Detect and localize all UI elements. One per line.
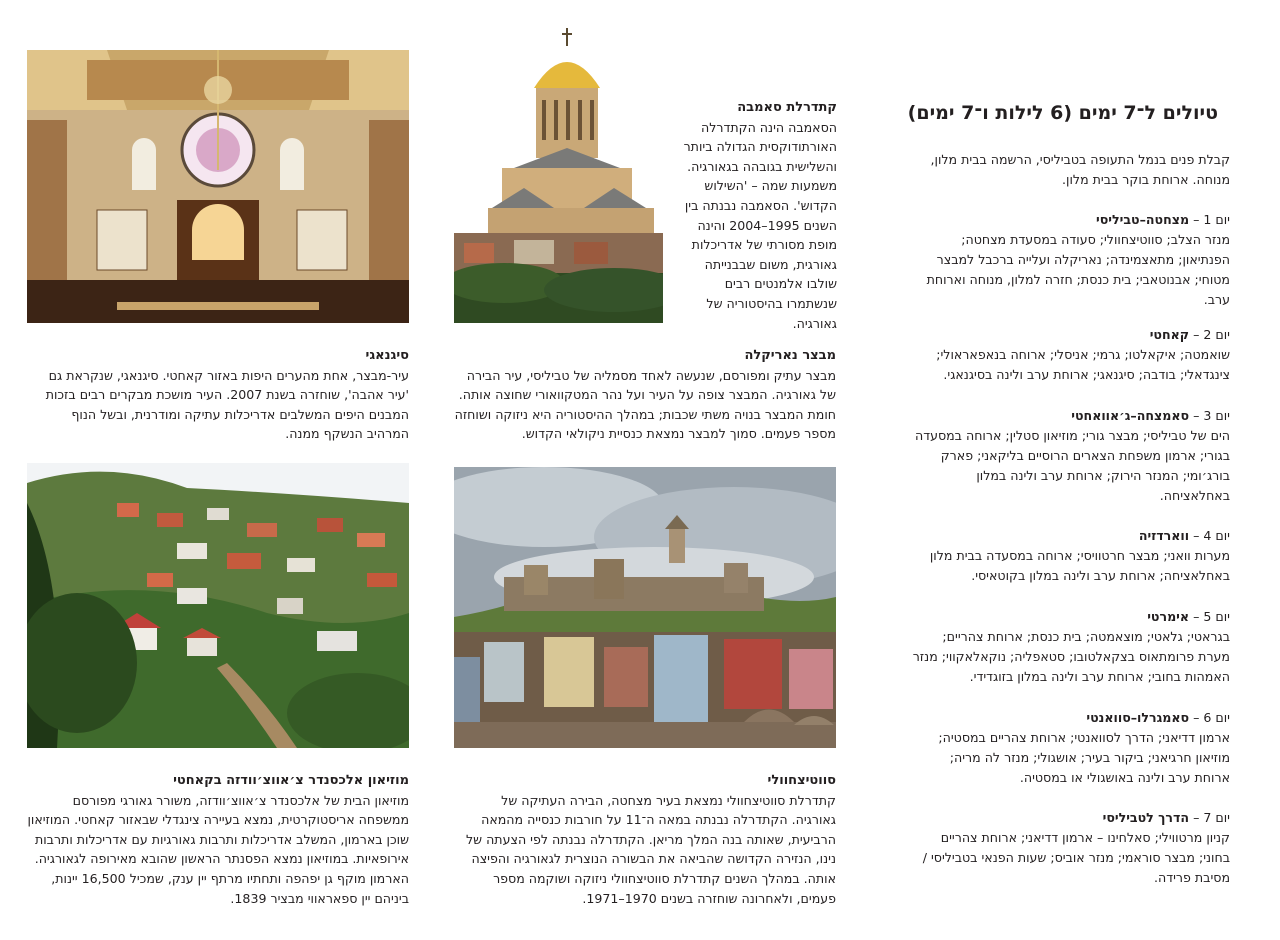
day-label: יום 2 – bbox=[1189, 327, 1230, 342]
day-text: בגראטי; גלאטי; מוצאמטה; בית כנסת; ארוחת צהריים; מערת פרומתאוס בצקאלטובו; סטאפליה; נוקאלאקווי; מנזר האמהות בחובי; ארוחת ערב ולינה במלון בזוגדידי. bbox=[912, 629, 1230, 684]
day-label: יום 4 – bbox=[1189, 528, 1230, 543]
day-name: אימרטי bbox=[1147, 609, 1190, 624]
svetitskhoveli-title: סווטיצחוולי bbox=[767, 773, 836, 788]
narikala-section bbox=[454, 346, 836, 444]
synagogue-interior-photo bbox=[27, 50, 409, 323]
samba-title: קתדרלת סאמבה bbox=[737, 100, 837, 115]
day-label: יום 5 – bbox=[1189, 609, 1230, 624]
day-5 bbox=[912, 607, 1230, 687]
itinerary-title: טיולים ל־7 ימים (6 לילות ו־7 ימים) bbox=[907, 102, 1218, 124]
narikala-fortress-photo bbox=[454, 467, 836, 748]
day-2 bbox=[912, 325, 1230, 385]
svetitskhoveli-text: קתדרלת סווטיצחוולי נמצאת בעיר מצחטה, הבירה העתיקה של גאורגיה. הקתדרלה נבנתה במאה ה־11 על חורבות כנסייה מהמאה הרביעית, שאותה בנה המלך מריאן. הקתדרלה נבנתה לפי הצעתה של נינו, הנזירה הקדושה שהביאה את הבשורה הנוצרית לגאורגיה והפיצה אותה. במהלך השנים קתדרלת סווטיצחוולי ניזוקה ושוקמה מספר פעמים, ולאחרונה שוחזרה בשנים 1970–1971. bbox=[466, 792, 836, 906]
day-3 bbox=[912, 406, 1230, 506]
signagi-hillside-photo bbox=[27, 463, 409, 748]
signagi-text: עיר-מבצר, אחת מהערים היפות באזור קאחטי. סיגנאגי, שנקראת גם 'עיר אהבה', שוחזרה בשנת 2007. העיר מושכת מבקרים רבים בזכות המבנים היפים המשלבים אדריכלות עתיקה ומודרנית, ובשל הנוף המרהיב הנשקף ממנה. bbox=[45, 367, 409, 442]
day-6 bbox=[912, 708, 1230, 788]
samba-text: הסאמבה הינה הקתדרלה האורתודוקסית הגדולה ביותר והשלישית בגובהה בגאורגיה. משמעות שמה – 'השילוש הקדוש'. הסאמבה נבנתה בין השנים 1995–2004 והינה מופת מסורתי של אדריכלות גאורגית, משום שבבנייתה שולבו אלמנטים רבים שנשתמרו בהיסטוריה של גאורגיה. bbox=[683, 119, 837, 331]
samba-section bbox=[672, 98, 837, 333]
day-7 bbox=[912, 808, 1230, 888]
day-text: מערות וואני; מבצר חרטוויסי; ארוחה במסעדה בבית מלון באחלאציחה; ארוחת ערב ולינה במלון בקוטאיסי. bbox=[929, 548, 1230, 583]
day-label: יום 6 – bbox=[1189, 710, 1230, 725]
day-text: קניון מרטווילי; סאלחינו – ארמון דדיאני; ארוחת צהריים בחוני; מבצר סוראמי; מנזר אוביס; שעות הפנאי בטביליסי / מסיבת פרידה. bbox=[922, 830, 1230, 885]
narikala-title: מבצר נאריקלה bbox=[744, 348, 836, 363]
day-name: סאמצחה–ג׳אוואחטי bbox=[1071, 408, 1190, 423]
day-label: יום 7 – bbox=[1189, 810, 1230, 825]
day-1 bbox=[912, 210, 1230, 310]
sameba-cathedral-photo bbox=[454, 28, 663, 323]
day-text: שואמטה; איקאלטו; גרמי; אניסלי; ארוחה בנאפאראולי; צינגדאלי; בודבה; סיגנאגי; ארוחת ערב ולינה בסיגנאגי. bbox=[936, 347, 1230, 382]
day-text: הים של טביליסי; מבצר גורי; מוזיאון סטלין; ארוחה במסעדה בגורי; ארמון משפחת הצארים הרוסיים בליקאני; פארק בורג׳ומי; המנזר הירוק; ארוחת ערב ולינה במלון באחלאציחה. bbox=[914, 428, 1230, 503]
museum-title: מוזיאון אלכסנדר צ׳אווצ׳וודזה בקאחטי bbox=[173, 773, 409, 788]
day-name: סאמגרלו–סוואנטי bbox=[1086, 710, 1190, 725]
signagi-title: סיגנאגי bbox=[365, 348, 409, 363]
museum-section bbox=[27, 771, 409, 908]
narikala-text: מבצר עתיק ומפורסם, שנעשה לאחד מסמליה של טביליסי, עיר הבירה של גאורגיה. המבצר צופה על העיר ועל נהר המטקוואורי שחוצה אותה. חומת המבצר בנויה משתי שכבות; במהלך ההיסטוריה היא ניזוקה ושוחזה מספר פעמים. סמוך למבצר נמצאת כנסיית ניקולאי הקדוש. bbox=[454, 367, 836, 442]
itinerary-intro: קבלת פנים בנמל התעופה בטביליסי, הרשמה בבית מלון, מנוחה. ארוחת בוקר בבית מלון. bbox=[930, 152, 1230, 187]
svetitskhoveli-section bbox=[454, 771, 836, 908]
day-text: מנזר הצלב; סווטיצחוולי; סעודה במסעדת מצחטה; הפנתיאון; מתאצמינדה; נאריקלה ועלייה ברכבל למבצר מטוחי; אבנוטאבי; בית כנסת; חזרה למלון, מנוחה וארוחת ערב. bbox=[926, 232, 1230, 307]
day-name: קאחטי bbox=[1149, 327, 1190, 342]
day-name: ווארדזיה bbox=[1138, 528, 1190, 543]
museum-text: מוזיאון הבית של אלכסנדר צ׳אווצ׳וודזה, משורר גאורגי מפורסם ממשפחה אריסטוקרטית, נמצא בעיירה צינגדלי שבאזור קאחטי. המוזיאון שוכן בארמון, המשלב אדריכלות ותרבות גאורגיות עם אדריכלות ותרבות אירופאיות. במוזיאון נמצא הפסנתר הראשון שהובא מאירופה לגאורגיה. הארמון מוקף גן יפהפה ותחתיו מרתף יין ענק, שמכיל 16,500 יינות, ביניהם יין ספאראווי מבציר 1839. bbox=[27, 792, 409, 906]
signagi-section bbox=[27, 346, 409, 444]
day-4 bbox=[912, 526, 1230, 586]
day-label: יום 3 – bbox=[1189, 408, 1230, 423]
day-name: הדרך לטביליסי bbox=[1102, 810, 1190, 825]
day-name: מצחטה–טביליסי bbox=[1096, 212, 1190, 227]
day-text: ארמון דדיאני; הדרך לסוואנטי; ארוחת צהריים במסטיה; מוזיאון חרגיאני; ביקור בעיר; אושגולי; מנזר לה מריה; ארוחת ערב ולינה באושגולי או במסטיה. bbox=[938, 730, 1230, 785]
day-label: יום 1 – bbox=[1189, 212, 1230, 227]
